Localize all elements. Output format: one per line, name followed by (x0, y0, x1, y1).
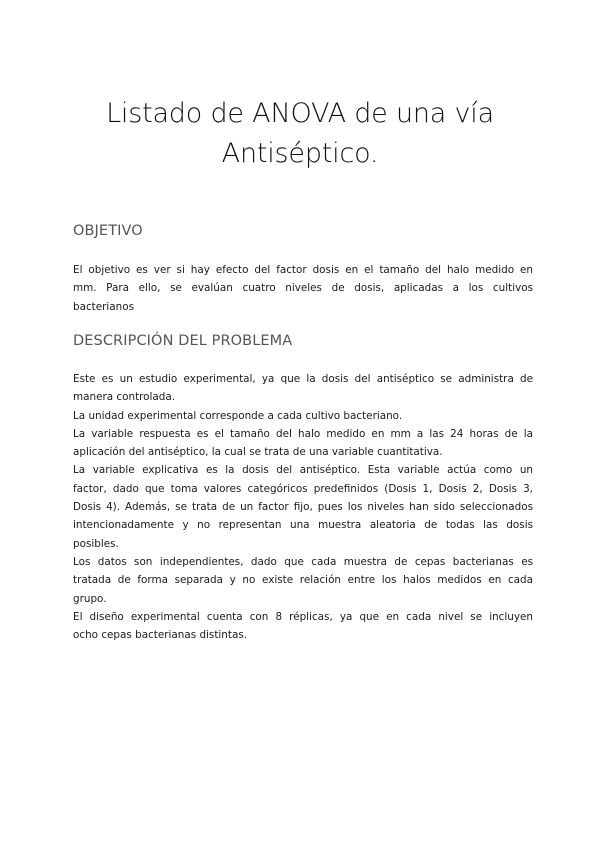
text-line: ocho cepas bacterianas distintas. (73, 629, 248, 642)
section-heading-descripcion: DESCRIPCIÓN DEL PROBLEMA (73, 333, 293, 349)
document-title (0, 94, 600, 174)
text-line: Los datos son independientes, dado que cada muestra de cepas bacterianas es (73, 555, 533, 568)
text-line: mm. Para ello, se evalúan cuatro niveles de dosis, aplicadas a los cultivos (73, 282, 533, 295)
text-line: El objetivo es ver si hay efecto del factor dosis en el tamaño del halo medido en (73, 264, 533, 276)
text-line: grupo. (73, 592, 107, 605)
title-line-1: Listado de ANOVA de una vía (106, 98, 494, 130)
text-line: bacterianos (73, 300, 135, 313)
text-line: La unidad experimental corresponde a cada cultivo bacteriano. (73, 409, 403, 422)
title-line-2: Antiséptico. (221, 138, 379, 170)
text-line: La variable explicativa es la dosis del antiséptico. Esta variable actúa como un (73, 464, 533, 477)
text-line: posibles. (73, 537, 119, 550)
paragraph-objetivo (73, 261, 533, 316)
text-line: Dosis 4). Además, se trata de un factor fijo, pues los niveles han sido seleccionados (73, 501, 533, 514)
section-heading-objetivo: OBJETIVO (73, 223, 143, 239)
text-line: El diseño experimental cuenta con 8 réplicas, ya que en cada nivel se incluyen (73, 610, 533, 623)
text-line: intencionadamente y no representan una muestra aleatoria de todas las dosis (73, 519, 533, 532)
text-line: factor, dado que toma valores categóricos predefinidos (Dosis 1, Dosis 2, Dosis 3, (73, 482, 533, 495)
text-line: Este es un estudio experimental, ya que la dosis del antiséptico se administra de (73, 373, 533, 385)
text-line: manera controlada. (73, 391, 176, 404)
text-line: aplicación del antiséptico, la cual se trata de una variable cuantitativa. (73, 446, 443, 459)
text-line: tratada de forma separada y no existe relación entre los halos medidos en cada (73, 574, 533, 587)
paragraph-descripcion (73, 370, 533, 644)
text-line: La variable respuesta es el tamaño del halo medido en mm a las 24 horas de la (73, 427, 533, 440)
